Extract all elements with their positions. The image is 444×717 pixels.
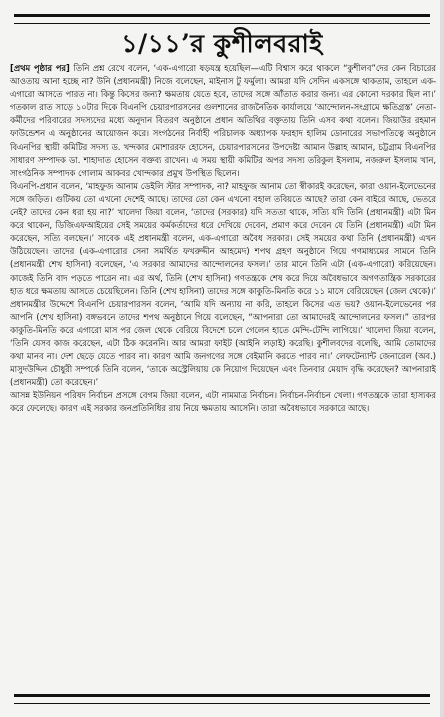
bottom-rule <box>14 694 430 704</box>
paragraph-2: বিএনপি-প্রধান বলেন, ‘মাহফুজ আনাম ডেইলি স্টার সম্পাদক, না? মাহফুজ আনাম তো স্বীকারই করেছেন, কারা ওয়ান-ইলেভেনের সঙ্গে জড়িত। গুটিকয় তো এখনো দেশেই আছে। তাদের তো কেন এখনো বহাল তবিয়তে আছে? তারা কেন বাইরে আছে, ভেতরে নেই? তাদের কেন ধরা হয় না?’ খালেদা জিয়া বলেন, ‘তাদের (সরকার) যদি সততা থাকে, সত্যি যদি তিনি (প্রধানমন্ত্রী) এটা মিন করে থাকেন, ডিজিএফআইয়ের সেই সময়ের কর্মকর্তাদের ধরে দেখিয়ে দেবেন, প্রমাণ করে দেবেন যে তিনি (প্রধানমন্ত্রী) এটা মিন করেছেন, সত্যি বলছেন।’ সাবেক এই প্রধানমন্ত্রী বলেন, এক-এগারো অবৈধ সরকার। সেই সময়ের কথা তিনি (প্রধানমন্ত্রী) এখন উঠিয়েছেন। তাদের (এক-এগারোর সেনা সমর্থিত ফখরুদ্দীন আহমেদ) শপথ গ্রহণ অনুষ্ঠানে গিয়ে গণমাধ্যমের সামনে তিনি (প্রধানমন্ত্রী শেখ হাসিনা) বলেছেন, ‘এ সরকার আমাদের আন্দোলনের ফসল।’ তার মানে তিনি এটা (এক-এগারো) করিয়েছেন। কাজেই তিনি বাদ পড়তে পারেন না। এর অর্থ, তিনি (শেখ হাসিনা) গণতন্ত্রকে শেষ করে দিয়ে অবৈধভাবে অগণতান্ত্রিক সরকারের হাত ধরে ক্ষমতায় আসতে চেয়েছিলেন। তিনি (শেখ হাসিনা) তাদের সঙ্গে কাকুতি-মিনতি করে ১১ মাসে বেরিয়েছেন (জেল থেকে)।’ প্রধানমন্ত্রীর উদ্দেশে বিএনপি চেয়ারপারসন বলেন, ‘আমি যদি অন্যায় না করি, তাহলে কিসের এত ভয়? ওয়ান-ইলেভেনের পর আপনি (শেখ হাসিনা) বঙ্গভবনে তাদের শপথ অনুষ্ঠানে গিয়ে বলেছেন, “আপনারা তো আমাদেরই আন্দোলনের ফসল।” তারপর কাকুতি-মিনতি করে এগারো মাস পর জেল থেকে বেরিয়ে বিদেশে চলে গেলেন হাতে মেন্দি-টেন্দি লাগিয়ে।’ খালেদা জিয়া বলেন, ‘তিনি যেসব কাজ করেছেন, এটা ঠিক করেননি। আর আমরা ফাইট (আইনি লড়াই) করেছি। কুশীলবদের বলেছি, আমি তোমাদের কথা মানব না। দেশ ছেড়ে যেতে পারব না। কারণ আমি জনগণের সঙ্গে বেইমানি করতে পারব না।’ লেফটেন্যান্ট জেনারেল (অব.) মাসুদউদ্দিন চৌধুরী সম্পর্কে তিনি বলেন, ‘তাকে অস্ট্রেলিয়ায় কে নিয়োগ দিয়েছেন এবং তিনবার মেয়াদ বৃদ্ধি করেছেন? আপনারাই (প্রধানমন্ত্রী) তো করেছেন।’ <box>10 180 436 388</box>
page-edge <box>440 0 444 717</box>
paragraph-3: আসন্ন ইউনিয়ন পরিষদ নির্বাচন প্রসঙ্গে বেগম জিয়া বলেন, এটা নামমাত্র নির্বাচন। নির্বাচন-নির্বাচন খেলা। গণতন্ত্রকে তারা হাস্যকর করে ফেলেছে। কারণ এই সরকার জনপ্রতিনিধির রায় নিয়ে ক্ষমতায় আসেনি। তারা অবৈধভাবে সরকারে আছে। <box>10 390 436 414</box>
paragraph-1 <box>10 62 436 180</box>
article-body <box>10 62 436 693</box>
continued-tag: [প্রথম পৃষ্ঠার পর] <box>10 63 70 73</box>
headline: ১/১১’র কুশীলবরাই <box>107 24 337 67</box>
top-rule <box>14 14 430 24</box>
paragraph-1-text: তিনি প্রশ্ন রেখে বলেন, ‘এক-এগারো ষড়যন্ত্র হয়েছিল—এটি বিশ্বাস করে থাকলে “কুশীলব”দের কেন বিচারের আওতায় আনা হচ্ছে না? উনি (প্রধানমন্ত্রী) নিজে বলেছেন, মাইনাস টু ফর্মুলা। আমরা যদি সেদিন একসঙ্গে থাকতাম, তাহলে এক-এগারো আসতে পারত না। কিন্তু কিসের জন্য? ক্ষমতায় যেতে হবে, তাদের সঙ্গে আঁতাত করার জন্য। এর কোনো দরকার ছিল না।’ গতকাল রাত সাড়ে ১০টার দিকে বিএনপি চেয়ারপারসনের গুলশানের রাজনৈতিক কার্যালয়ে ‘আন্দোলন-সংগ্রামে ক্ষতিগ্রস্ত’ নেতা-কর্মীদের পরিবারের সদস্যদের মধ্যে অনুদান বিতরণ অনুষ্ঠানে প্রধান অতিথির বক্তৃতায় তিনি এসব কথা বলেন। জিয়াউর রহমান ফাউন্ডেশন এ অনুষ্ঠানের আয়োজন করে। সংগঠনের নির্বাহী পরিচালক অধ্যাপক ফরহাদ হালিম ডোনারের সভাপতিত্বে অনুষ্ঠানে বিএনপির স্থায়ী কমিটির সদস্য ড. খন্দকার মোশাররফ হোসেন, চেয়ারপারসনের উপদেষ্টা আমান উল্লাহ আমান, চট্টগ্রাম বিএনপির সাধারণ সম্পাদক ডা. শাহাদাত হোসেন বক্তব্য রাখেন। এ সময় স্থায়ী কমিটির অপর সদস্য তরিকুল ইসলাম, নজরুল ইসলাম খান, সাংগঠনিক সম্পাদক গোলাম আকবর খোন্দকার প্রমুখ উপস্থিত ছিলেন। <box>10 63 436 178</box>
